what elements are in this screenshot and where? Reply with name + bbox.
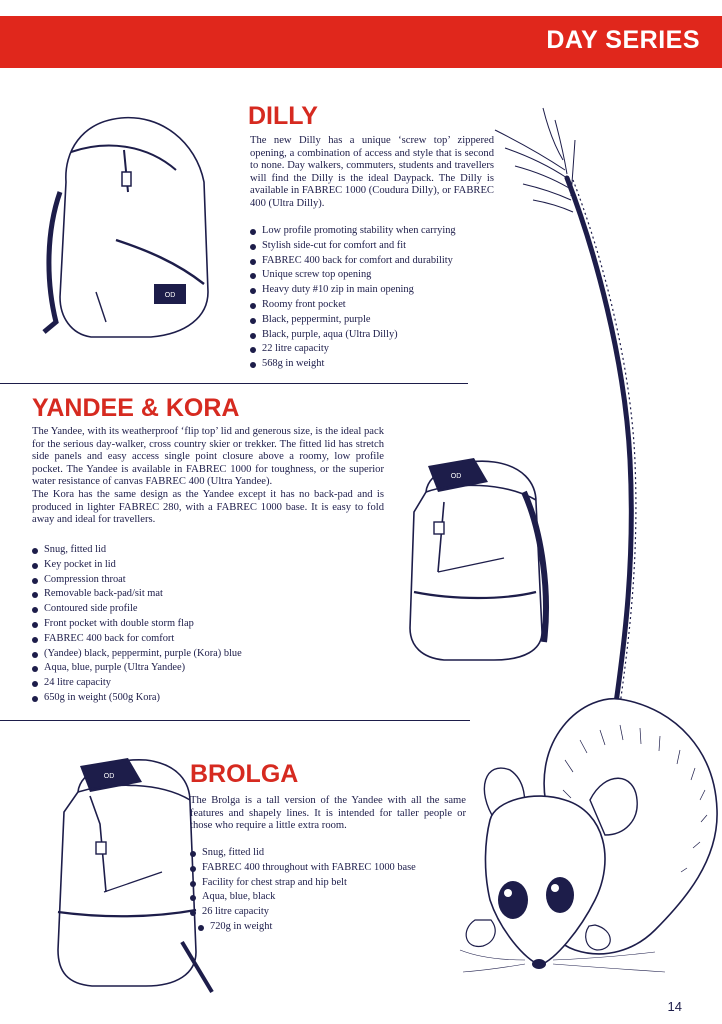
feature-item: Black, peppermint, purple <box>250 313 456 328</box>
feature-item: FABREC 400 back for comfort and durability <box>250 254 456 269</box>
feature-item: 650g in weight (500g Kora) <box>32 691 242 706</box>
feature-item: Aqua, blue, black <box>190 890 416 905</box>
yandee-backpack-illustration <box>404 452 554 664</box>
feature-item: Facility for chest strap and hip belt <box>190 876 416 891</box>
dilly-description <box>250 135 494 211</box>
yandee-description-text-1: The Yandee, with its weatherproof ‘flip top’ lid and generous size, is the ideal pack for the serious day-walker, cross country skier or trekker. The fitted lid has stretch side panels and easy access single point closure above a roomy, low profile pocket. The Yandee is available in FABREC 1000 for toughness, or the superior water resistance of canvas FABREC 400 (Ultra Yandee). <box>32 426 384 488</box>
feature-item: 24 litre capacity <box>32 676 242 691</box>
feature-item: 568g in weight <box>250 357 456 372</box>
feature-item: Snug, fitted lid <box>32 543 242 558</box>
feature-item: FABREC 400 throughout with FABREC 1000 base <box>190 861 416 876</box>
yandee-features <box>32 543 242 706</box>
feature-item: 22 litre capacity <box>250 342 456 357</box>
yandee-description <box>32 426 384 527</box>
feature-item: FABREC 400 back for comfort <box>32 632 242 647</box>
feature-item: 26 litre capacity <box>190 905 416 920</box>
page-number: 14 <box>667 999 682 1014</box>
feature-item: Removable back-pad/sit mat <box>32 587 242 602</box>
feature-item: Aqua, blue, purple (Ultra Yandee) <box>32 661 242 676</box>
brolga-title: BROLGA <box>190 760 299 788</box>
series-title: DAY SERIES <box>546 26 700 54</box>
feature-item: (Yandee) black, peppermint, purple (Kora) blue <box>32 647 242 662</box>
dilly-backpack-illustration <box>36 112 214 347</box>
feature-item: Compression throat <box>32 573 242 588</box>
feature-item: 720g in weight <box>198 920 416 935</box>
section-divider <box>0 720 470 721</box>
yandee-description-text-2: The Kora has the same design as the Yandee except it has no back-pad and is produced in lighter FABREC 280, with a FABREC 1000 base. It is easy to fold away and ideal for travellers. <box>32 488 384 526</box>
feature-item: Stylish side-cut for comfort and fit <box>250 239 456 254</box>
feature-item: Unique screw top opening <box>250 268 456 283</box>
feature-item: Snug, fitted lid <box>190 846 416 861</box>
header-banner <box>0 16 722 68</box>
section-divider <box>0 383 468 384</box>
svg-text:OD: OD <box>164 292 176 299</box>
svg-text:OD: OD <box>103 773 115 780</box>
dilly-features <box>250 224 456 372</box>
dilly-title: DILLY <box>248 102 318 130</box>
feature-item: Heavy duty #10 zip in main opening <box>250 283 456 298</box>
svg-text:OD: OD <box>450 473 462 480</box>
feature-item: Black, purple, aqua (Ultra Dilly) <box>250 328 456 343</box>
dilly-description-text: The new Dilly has a unique ‘screw top’ zippered opening, a combination of access and style that is second to none. Day walkers, commuters, students and travellers will find the Dilly is the ideal Daypack. The Dilly is available in FABREC 1000 (Coudura Dilly), or FABREC 400 (Ultra Dilly). <box>250 135 494 209</box>
brolga-description <box>190 795 466 833</box>
feature-item: Roomy front pocket <box>250 298 456 313</box>
feature-item: Key pocket in lid <box>32 558 242 573</box>
brolga-features <box>190 846 416 935</box>
feature-item: Front pocket with double storm flap <box>32 617 242 632</box>
feature-item: Contoured side profile <box>32 602 242 617</box>
yandee-title: YANDEE & KORA <box>32 394 240 422</box>
feature-item: Low profile promoting stability when carrying <box>250 224 456 239</box>
brolga-description-text: The Brolga is a tall version of the Yandee with all the same features and shapely lines. It is intended for taller people or those who require a little extra room. <box>190 795 466 832</box>
